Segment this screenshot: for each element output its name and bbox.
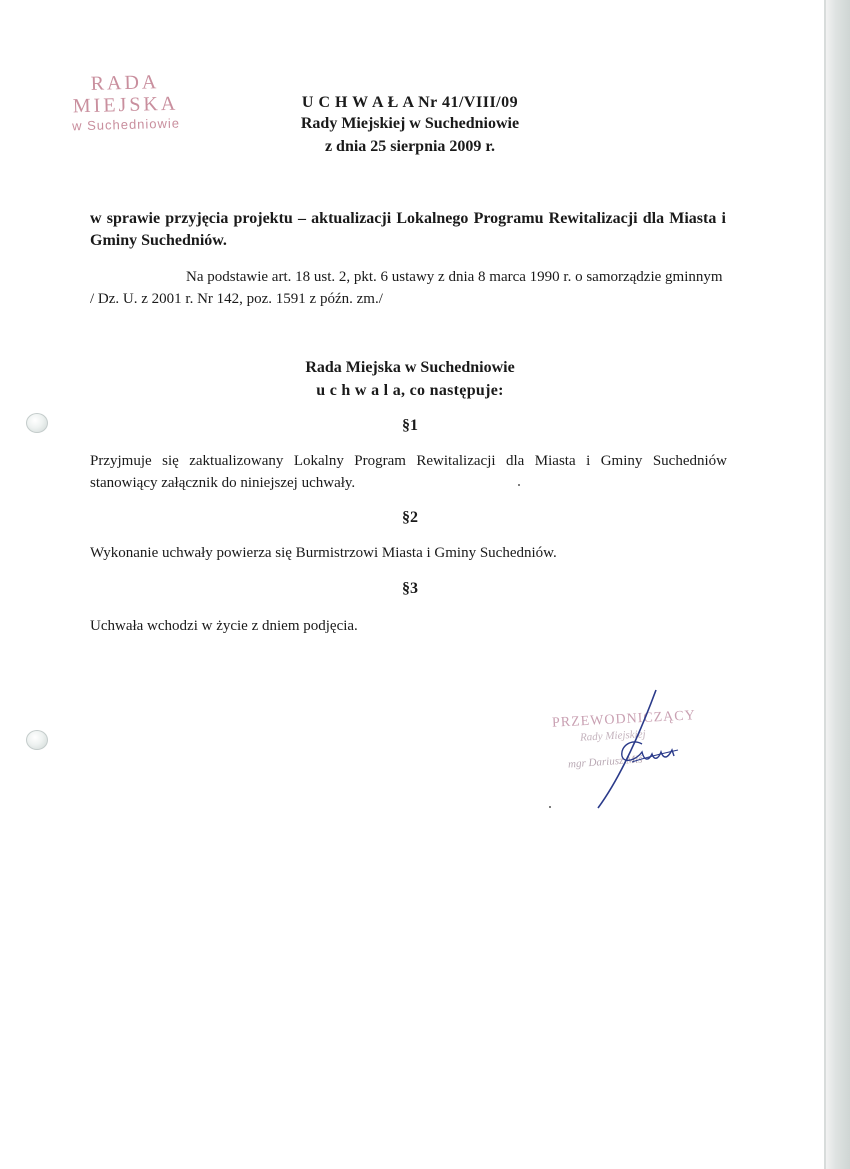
- punch-hole-bottom: [26, 730, 48, 750]
- handwritten-signature: [540, 688, 690, 813]
- punch-hole-top: [26, 413, 48, 433]
- council-name: Rada Miejska w Suchedniowie: [305, 359, 515, 376]
- stamp-line-2: w Suchedniowie: [71, 115, 181, 134]
- signature-stamp-name: mgr Dariusz Miś: [567, 753, 643, 771]
- signature-stamp-org: Rady Miejskiej: [579, 728, 646, 744]
- resolution-issuer: Rady Miejskiej w Suchedniowie: [300, 115, 520, 132]
- signature-stamp-title: PRZEWODNICZĄCY: [551, 708, 697, 731]
- legal-basis: Na podstawie art. 18 ust. 2, pkt. 6 ustawy z dnia 8 marca 1990 r. o samorządzie gminnym / Dz. U. z 2001 r. Nr 142, poz. 1591 z późn. zm./: [90, 269, 723, 307]
- scan-speck: [549, 806, 551, 808]
- section-2-number: §2: [402, 509, 418, 526]
- scan-speck: [518, 484, 520, 486]
- council-stamp: [37, 70, 214, 135]
- resolution-title: U C H W A Ł A Nr 41/VIII/09: [301, 94, 519, 111]
- section-3-number: §3: [402, 580, 418, 597]
- page-edge: [826, 0, 850, 1169]
- section-2-text: Wykonanie uchwały powierza się Burmistrzowi Miasta i Gminy Suchedniów.: [90, 545, 557, 561]
- chairman-signature-stamp: [540, 688, 697, 813]
- resolution-date: z dnia 25 sierpnia 2009 r.: [324, 138, 496, 155]
- stamp-line-1: RADA MIEJSKA: [72, 71, 179, 118]
- section-3-text: Uchwała wchodzi w życie z dniem podjęcia.: [90, 618, 358, 634]
- section-1-number: §1: [402, 417, 418, 434]
- section-1-text: Przyjmuje się zaktualizowany Lokalny Program Rewitalizacji dla Miasta i Gminy Suchedniów stanowiący załącznik do niniejszej uchwały.: [90, 453, 727, 491]
- page-edge-line: [824, 0, 826, 1169]
- resolution-subject: w sprawie przyjęcia projektu – aktualizacji Lokalnego Programu Rewitalizacji dla Miasta i Gminy Suchedniów.: [90, 210, 726, 249]
- resolves-clause: u c h w a l a, co następuje:: [316, 382, 504, 399]
